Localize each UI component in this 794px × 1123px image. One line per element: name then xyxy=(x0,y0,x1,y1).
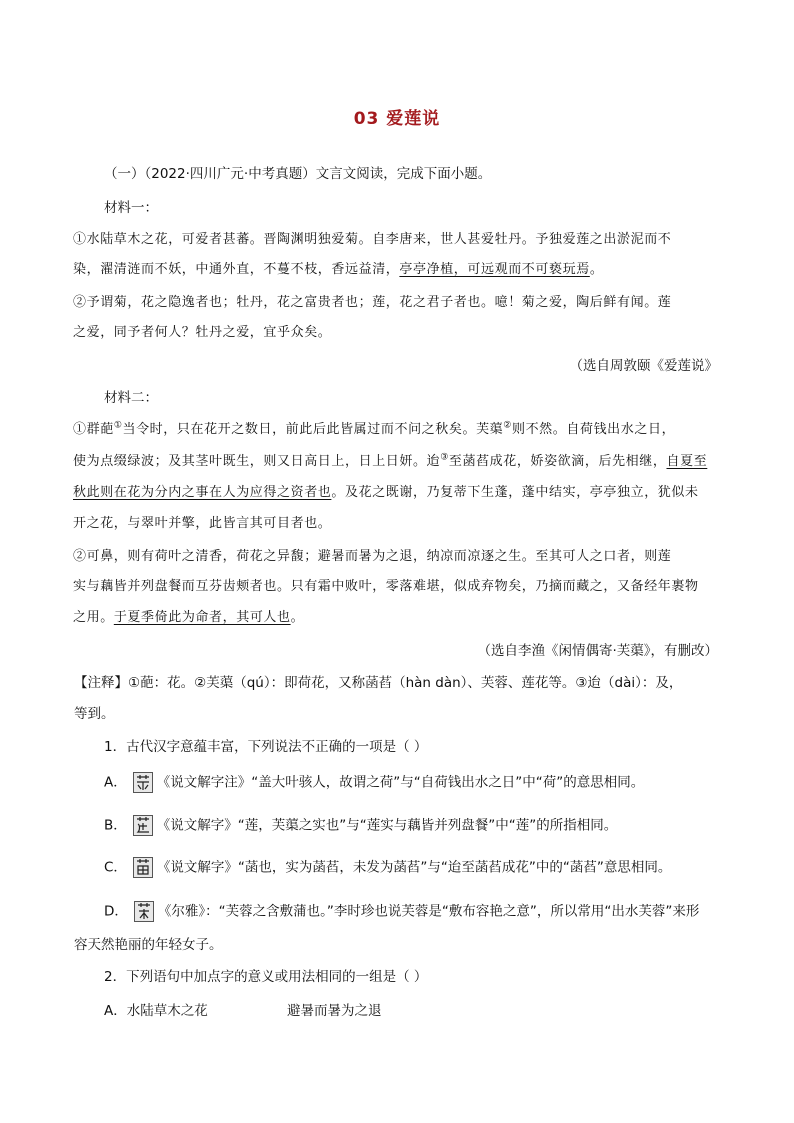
material-one-para2-line1: ②予谓菊，花之隐逸者也；牡丹，花之富贵者也；莲，花之君子者也。噫！菊之爱，陶后鲜有闻。莲 xyxy=(73,295,672,310)
material-one-para1-line1: ①水陆草木之花，可爱者甚蕃。晋陶渊明独爱菊。自李唐来，世人甚爱牡丹。予独爱莲之出淤泥而不 xyxy=(73,232,672,247)
option-left-text: 水陆草木之花 xyxy=(126,1003,208,1019)
material-two-para2-line2: 实与藕皆并列盘餐而互芬齿颊者也。只有霜中败叶，零落难堪，似成弃物矣，乃摘而藏之，又备经年裹物 xyxy=(73,579,699,594)
option-label: D． xyxy=(104,903,128,920)
material-one-source: （选自周敦颐《爱莲说》 xyxy=(569,358,718,374)
option-1-a[interactable] xyxy=(104,772,644,793)
question-2: 2．下列语句中加点字的意义或用法相同的一组是（ ） xyxy=(104,969,428,985)
material-two-label: 材料二： xyxy=(104,390,158,406)
text-span: 。及花之既谢，乃复蒂下生蓬，蓬中结实，亭亭独立，犹似未 xyxy=(331,485,699,500)
text-span: 。 xyxy=(290,610,305,625)
material-two-para1-line4: 开之花，与翠叶并擎，此皆言其可目者也。 xyxy=(73,516,332,531)
text-span: 则不然。自荷钱出水之日， xyxy=(511,422,676,437)
text-span: 使为点缀绿波；及其茎叶既生，则又日高日上，日上日妍。迨 xyxy=(73,454,441,469)
option-text: 《说文解字》“莲，芙蕖之实也”与“莲实与藕皆并列盘餐”中“莲”的所指相同。 xyxy=(156,817,618,834)
material-one-para2-line2: 之爱，同予者何人？牡丹之爱，宜乎众矣。 xyxy=(73,325,332,340)
option-label: C． xyxy=(104,859,127,876)
option-1-d-continued: 容天然艳丽的年轻女子。 xyxy=(74,937,223,953)
material-one-label: 材料一： xyxy=(104,200,158,216)
text-span: 当令时，只在花开之数日，前此后此皆属过而不问之秋矣。芙蕖 xyxy=(122,422,504,437)
footnote-mark: ① xyxy=(113,420,123,431)
text-span: ①群葩 xyxy=(73,422,114,437)
option-1-b[interactable] xyxy=(104,815,617,836)
seal-script-lian-icon xyxy=(133,815,153,836)
question-1: 1．古代汉字意蕴丰富，下列说法不正确的一项是（ ） xyxy=(104,739,428,755)
material-one-para1-line2 xyxy=(73,260,603,280)
text-span: 染，濯清涟而不妖，中通外直，不蔓不枝，香远益清， xyxy=(73,262,400,277)
option-label: B． xyxy=(104,817,127,834)
page-title: 03 爱莲说 xyxy=(353,109,441,129)
annotation-line2: 等到。 xyxy=(74,706,115,722)
option-2-a-right: 避暑而暑为之退 xyxy=(287,1003,382,1019)
seal-script-he-icon xyxy=(133,772,153,793)
underlined-sentence: 于夏季倚此为命者，其可人也 xyxy=(113,610,291,625)
annotation-line1: 【注释】①葩：花。②芙蕖（qú）：即荷花，又称菡萏（hàn dàn）、芙蓉、莲花等。③迨（dài）：及， xyxy=(74,675,683,691)
material-two-para1-line3 xyxy=(73,483,699,503)
material-two-para1-line1 xyxy=(73,420,675,440)
underlined-sentence: 亭亭净植，可远观而不可亵玩焉 xyxy=(399,262,590,277)
option-text: 《尔雅》：“芙蓉之含敷蒲也。”李时珍也说芙蓉是“敷布容艳之意”，所以常用“出水芙蓉”来形 xyxy=(157,903,700,920)
underlined-sentence: 自夏至 xyxy=(666,454,708,469)
text-span: 。 xyxy=(589,262,604,277)
underlined-sentence: 秋此则在花为分内之事在人为应得之资者也 xyxy=(73,485,332,500)
option-1-d[interactable] xyxy=(104,901,699,922)
seal-script-fu-icon xyxy=(134,901,154,922)
option-text: 《说文解字注》“盖大叶骇人，故谓之荷”与“自荷钱出水之日”中“荷”的意思相同。 xyxy=(156,774,645,791)
text-span: 至菡萏成花，娇姿欲滴，后先相继， xyxy=(448,454,667,469)
option-label: A． xyxy=(104,1003,127,1019)
seal-script-han-icon xyxy=(133,857,153,878)
option-label: A． xyxy=(104,774,127,791)
option-1-c[interactable] xyxy=(104,857,671,878)
material-two-para1-line2 xyxy=(73,452,707,472)
material-two-para2-line3 xyxy=(73,608,304,628)
material-two-source: （选自李渔《闲情偶寄·芙蕖》，有删改） xyxy=(477,643,718,659)
text-span: 之用。 xyxy=(73,610,114,625)
question-intro: （一）（2022·四川广元·中考真题）文言文阅读，完成下面小题。 xyxy=(104,166,492,182)
footnote-mark: ③ xyxy=(440,452,449,463)
option-2-a[interactable] xyxy=(104,1001,208,1021)
material-two-para2-line1: ②可鼻，则有荷叶之清香，荷花之异馥；避暑而暑为之退，纳凉而凉逐之生。至其可人之口者，则莲 xyxy=(73,549,672,564)
option-text: 《说文解字》“菡也，实为菡萏，未发为菡萏”与“迨至菡萏成花”中的“菡萏”意思相同。 xyxy=(156,859,672,876)
footnote-mark: ② xyxy=(503,420,512,431)
